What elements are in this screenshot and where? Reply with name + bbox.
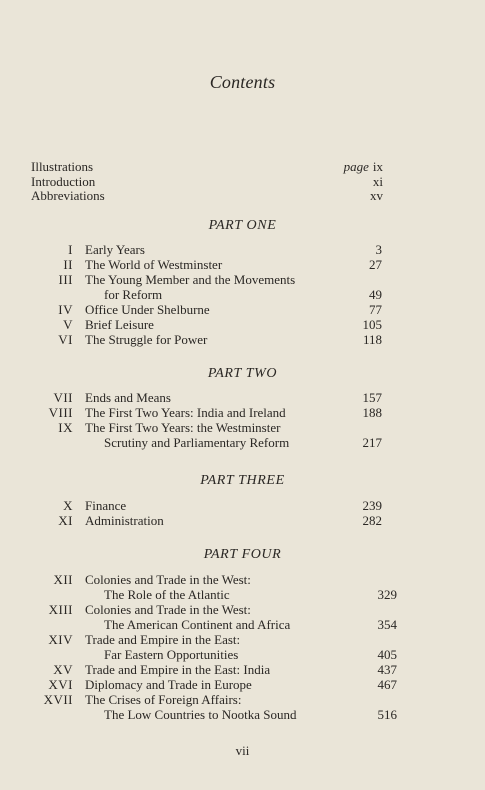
- chapter-page: 118: [362, 332, 382, 347]
- chapter-title: The First Two Years: the Westminster: [85, 420, 281, 435]
- chapter-title: Administration: [85, 513, 164, 528]
- chapter-number: XIV: [48, 632, 73, 647]
- chapter-page: 105: [362, 317, 382, 332]
- chapter-entry: [0, 662, 485, 677]
- chapter-entry: [0, 302, 485, 317]
- front-matter-page: xi: [372, 173, 383, 189]
- front-matter-list: [31, 160, 383, 204]
- chapter-title: Ends and Means: [85, 390, 171, 405]
- front-matter-item: [31, 160, 383, 175]
- chapter-entry: [0, 677, 485, 692]
- chapter-number: VIII: [48, 405, 73, 420]
- chapter-title: Brief Leisure: [85, 317, 154, 332]
- chapter-page: 27: [369, 257, 382, 272]
- chapter-page: 282: [362, 513, 382, 528]
- page-title: Contents: [209, 72, 276, 92]
- chapter-number: V: [63, 317, 73, 332]
- chapter-title: Office Under Shelburne: [85, 302, 210, 317]
- chapter-entry: [0, 420, 485, 435]
- page-word: page: [343, 159, 369, 174]
- chapter-number: XI: [58, 513, 73, 528]
- chapter-number: VI: [58, 332, 73, 347]
- front-matter-page: ix: [372, 159, 383, 174]
- chapter-number: IX: [58, 420, 73, 435]
- chapter-list: [0, 390, 485, 450]
- chapter-entry: [0, 405, 485, 420]
- chapter-number: XII: [53, 572, 73, 587]
- chapter-title: The First Two Years: India and Ireland: [85, 405, 286, 420]
- chapter-entry-continuation: [0, 587, 485, 602]
- chapter-number: I: [68, 242, 73, 257]
- chapter-page: 3: [375, 242, 382, 257]
- chapter-entry: [0, 272, 485, 287]
- chapter-title: The Crises of Foreign Affairs:: [85, 692, 242, 707]
- chapter-entry: [0, 632, 485, 647]
- chapter-page: 188: [362, 405, 382, 420]
- chapter-entry: [0, 572, 485, 587]
- chapter-entry: [0, 332, 485, 347]
- chapter-page: 405: [377, 647, 397, 662]
- chapter-entry-continuation: [0, 707, 485, 722]
- chapter-list: [0, 498, 485, 528]
- front-matter-label: Abbreviations: [31, 188, 105, 203]
- chapter-list: [0, 242, 485, 347]
- chapter-title-continued: The Role of the Atlantic: [104, 587, 230, 602]
- chapter-title: Trade and Empire in the East: India: [85, 662, 271, 677]
- part-heading: PART ONE: [208, 218, 277, 233]
- chapter-title-continued: The American Continent and Africa: [104, 617, 291, 632]
- chapter-page: 77: [369, 302, 382, 317]
- chapter-entry-continuation: [0, 647, 485, 662]
- chapter-title: The World of Westminster: [85, 257, 223, 272]
- chapter-number: II: [63, 257, 73, 272]
- chapter-page: 467: [377, 677, 397, 692]
- chapter-title: Trade and Empire in the East:: [85, 632, 241, 647]
- part-heading: PART FOUR: [203, 547, 282, 562]
- chapter-entry: [0, 242, 485, 257]
- chapter-title: Colonies and Trade in the West:: [85, 572, 251, 587]
- part-heading: PART TWO: [207, 366, 278, 381]
- chapter-number: XV: [53, 662, 73, 677]
- chapter-page: 437: [377, 662, 397, 677]
- chapter-entry-continuation: [0, 287, 485, 302]
- chapter-entry: [0, 602, 485, 617]
- chapter-number: XIII: [48, 602, 73, 617]
- chapter-number: XVI: [48, 677, 73, 692]
- chapter-entry-continuation: [0, 617, 485, 632]
- chapter-page: 217: [362, 435, 382, 450]
- chapter-title: Finance: [85, 498, 127, 513]
- chapter-page: 239: [362, 498, 382, 513]
- page-number: vii: [235, 743, 250, 758]
- chapter-title-continued: Scrutiny and Parliamentary Reform: [104, 435, 290, 450]
- chapter-title: The Struggle for Power: [85, 332, 208, 347]
- chapter-page: 516: [377, 707, 397, 722]
- front-matter-item: [31, 175, 383, 190]
- chapter-number: XVII: [43, 692, 73, 707]
- chapter-page: 49: [369, 287, 382, 302]
- chapter-page: 329: [377, 587, 397, 602]
- chapter-title-continued: for Reform: [104, 287, 163, 302]
- chapter-entry: [0, 390, 485, 405]
- chapter-title: Early Years: [85, 242, 145, 257]
- chapter-number: X: [63, 498, 73, 513]
- front-matter-label: Illustrations: [31, 159, 94, 174]
- chapter-title-continued: Far Eastern Opportunities: [104, 647, 239, 662]
- chapter-title: The Young Member and the Movements: [85, 272, 296, 287]
- chapter-title-continued: The Low Countries to Nootka Sound: [104, 707, 297, 722]
- part-heading: PART THREE: [200, 473, 285, 488]
- front-matter-item: [31, 189, 383, 204]
- chapter-entry: [0, 692, 485, 707]
- chapter-list: [0, 572, 485, 722]
- chapter-entry: [0, 513, 485, 528]
- chapter-entry: [0, 257, 485, 272]
- front-matter-label: Introduction: [31, 173, 96, 189]
- chapter-entry: [0, 498, 485, 513]
- chapter-page: 354: [377, 617, 397, 632]
- chapter-number: IV: [58, 302, 73, 317]
- chapter-number: III: [58, 272, 73, 287]
- chapter-title: Colonies and Trade in the West:: [85, 602, 251, 617]
- chapter-entry: [0, 317, 485, 332]
- chapter-title: Diplomacy and Trade in Europe: [85, 677, 252, 692]
- chapter-number: VII: [53, 390, 73, 405]
- chapter-page: 157: [362, 390, 382, 405]
- front-matter-page: xv: [370, 188, 383, 203]
- chapter-entry-continuation: [0, 435, 485, 450]
